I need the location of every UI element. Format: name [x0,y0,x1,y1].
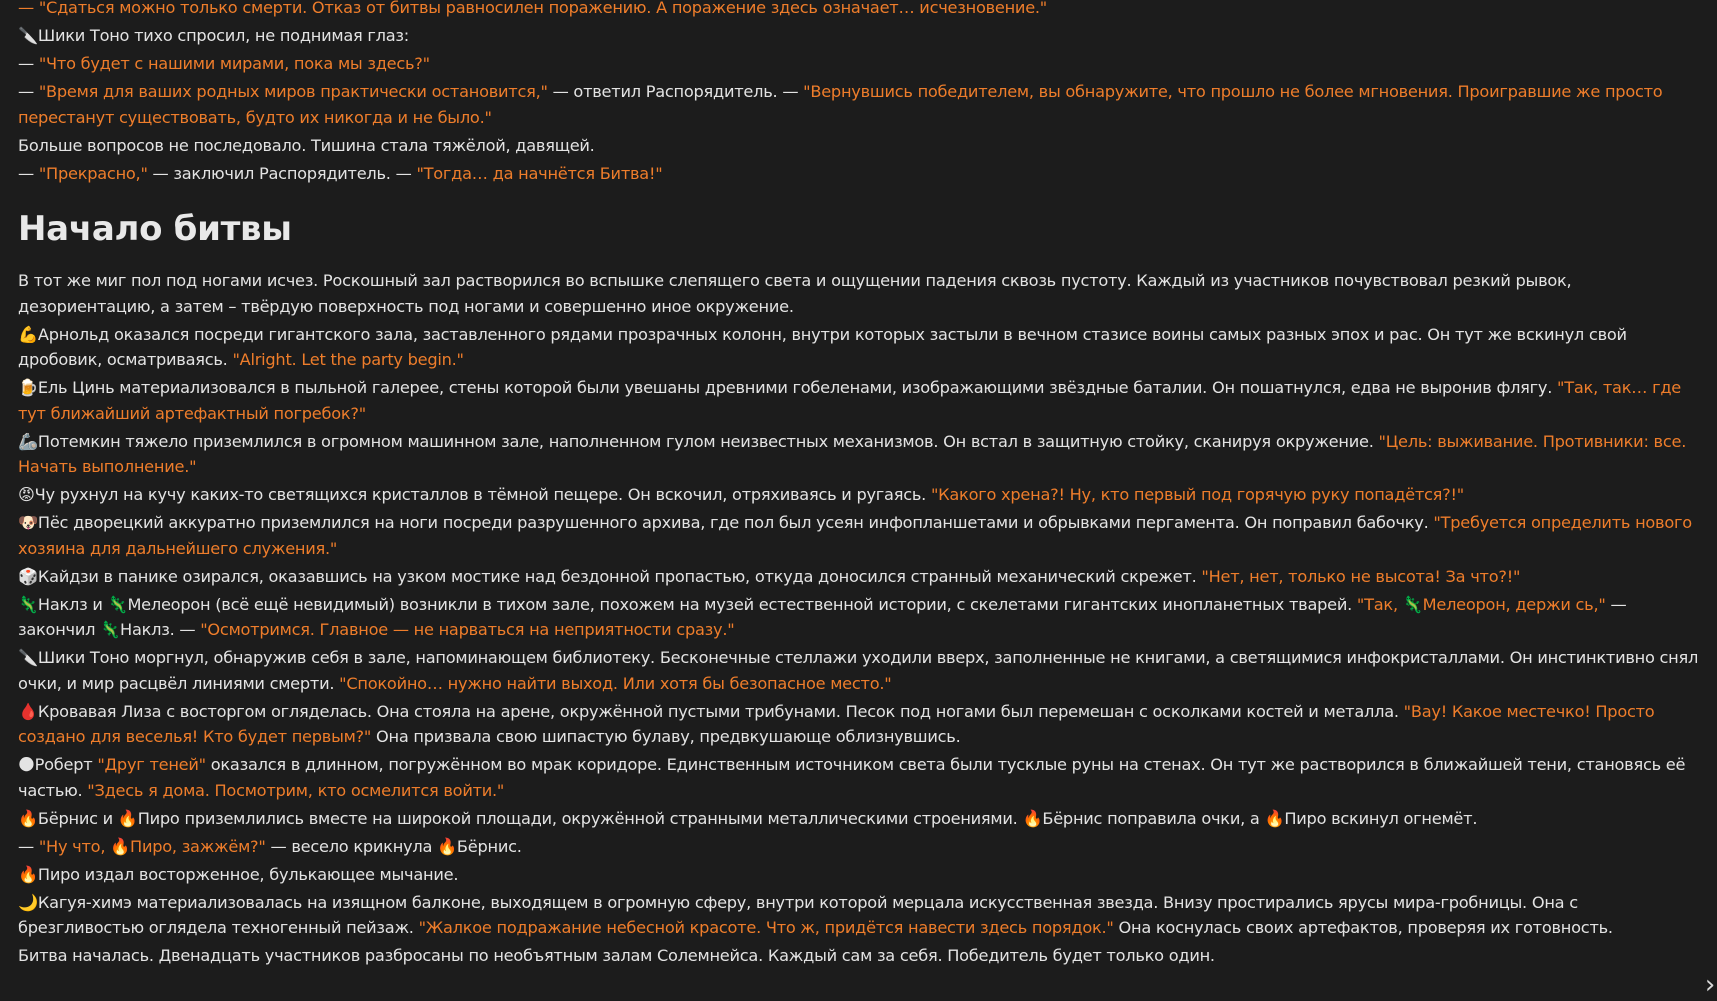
quote-text: "Осмотримся. Главное — не нарваться на неприятности сразу." [200,620,735,639]
narrative-text: — заключил Распорядитель. — [147,163,417,183]
narrative-text: Она призвала свою шипастую булаву, предвкушающе облизнувшись. [371,727,961,746]
narrative-text: 🦎Наклз и 🦎Мелеорон (всё ещё невидимый) возникли в тихом зале, похожем на музей естественной истории, с скелетами гигантских инопланетных тварей. [18,594,1357,614]
quote-text: "Требуется определить нового хозяина для дальнейшего служения." [18,513,1692,558]
paragraph [18,890,1700,941]
quote-text: "Что будет с нашими мирами, пока мы здесь?" [38,54,430,73]
quote-text: "Какого хрена?! Ну, кто первый под горячую руку попадётся?!" [930,485,1464,504]
narrative-text: — [18,54,39,73]
narrative-text: В тот же миг пол под ногами исчез. Роскошный зал растворился во вспышке слепящего света и ощущении падения сквозь пустоту. Каждый из участников почувствовал резкий рывок, дезориентацию, а затем – твёрдую поверхность под ногами и совершенно иное окружение. [18,271,1572,316]
paragraph [18,943,1700,969]
chevron-right-icon[interactable]: › [1704,970,1715,1000]
paragraph [18,699,1700,750]
narrative-text: — весело крикнула 🔥Бёрнис. [265,836,522,856]
narrative-text: Битва началась. Двенадцать участников разбросаны по необъятным залам Солемнейса. Каждый сам за себя. Победитель будет только один. [18,946,1215,965]
quote-text: "Нет, нет, только не высота! За что?!" [1201,566,1521,586]
narrative-text: оказался в длинном, погружённом во мрак коридоре. Единственным источником света были тусклые руны на стенах. Он тут же растворился в ближайшей тени, становясь её частью. [18,755,1686,800]
narrative-text: 🎲Кайдзи в панике озирался, оказавшись на узком мостике над бездонной пропастью, откуда доносился странный механический скрежет. [18,566,1202,586]
quote-text: "Вернувшись победителем, вы обнаружите, что прошло не более мгновения. Проигравшие же просто перестанут существовать, будто их никогда и не было." [18,82,1663,127]
quote-text: "Alright. Let the party begin." [232,350,464,369]
narrative-text: 🔪Шики Тоно тихо спросил, не поднимая глаз: [18,26,409,45]
narrative-text: 🦾Потемкин тяжело приземлился в огромном машинном зале, наполненном гулом неизвестных механизмов. Он встал в защитную стойку, сканируя окружение. [18,431,1379,451]
quote-text: "Время для ваших родных миров практически остановится," [38,82,548,101]
paragraph [18,592,1700,643]
paragraph [18,375,1700,426]
paragraph [18,23,1700,49]
narrative-text: 💪Арнольд оказался посреди гигантского зала, заставленного рядами прозрачных колонн, внутри которых застыли в вечном стазисе воины самых разных эпох и рас. Он тут же вскинул свой дробовик, осматриваясь. [18,324,1627,369]
quote-text: "Тогда… да начнётся Битва!" [416,163,663,183]
paragraph [18,133,1700,159]
narrative-text: 🍺Ель Цинь материализовался в пыльной галерее, стены которой были увешаны древними гобеленами, изображающими звёздные баталии. Он пошатнулся, едва не выронив флягу. [18,378,1558,397]
quote-text: "Спокойно… нужно найти выход. Или хотя бы безопасное место." [339,673,892,693]
paragraph [18,482,1700,508]
quote-text: "Вау! Какое местечко! Просто создано для веселья! Кто будет первым?" [18,701,1655,746]
quote-text: "Цель: выживание. Противники: все. Начать выполнение." [18,431,1687,476]
paragraph [18,429,1700,480]
paragraph [18,51,1700,77]
quote-text: "Ну что, 🔥Пиро, зажжём?" [38,836,266,856]
narrative-text: 🌙Кагуя-химэ материализовалась на изящном балконе, выходящем в огромную сферу, внутри которой мерцала искусственная звезда. Внизу простирались ярусы мира-гробницы. Она с брезгливостью оглядела техногенный пейзаж. [18,892,1578,937]
paragraph [18,564,1700,590]
narrative-text: 🩸Кровавая Лиза с восторгом огляделась. Она стояла на арене, окружённой пустыми трибунами. Песок под ногами был перемешан с осколками костей и металла. [18,701,1404,721]
section-heading: Начало битвы [18,209,292,249]
paragraph [18,79,1700,130]
quote-text: "Так, так… где тут ближайший артефактный погребок?" [18,378,1681,423]
paragraph [18,322,1700,373]
quote-text: "Так, 🦎Мелеорон, держи сь," [1356,594,1606,614]
story-section [18,268,1700,969]
paragraph [18,645,1700,696]
paragraph [18,862,1700,888]
narrative-text: Она коснулась своих артефактов, проверяя их готовность. [1113,918,1613,937]
quote-text: "Сдаться можно только смерти. Отказ от битвы равносилен поражению. А поражение здесь означает… исчезновение." [38,0,1048,17]
quote-text: "Прекрасно," [38,163,148,183]
narrative-text: — [18,836,39,856]
narrative-text: 🔪Шики Тоно моргнул, обнаружив себя в зале, напоминающем библиотеку. Бесконечные стеллажи уходили вверх, заполненные не книгами, а светящимися инфокристаллами. Он инстинктивно снял очки, и мир расцвёл линиями смерти. [18,648,1699,693]
paragraph [18,161,1700,187]
paragraph [18,268,1700,319]
paragraph [18,806,1700,832]
chat-message-content [18,0,1700,971]
paragraph [18,510,1700,561]
quote-text: "Друг теней" [97,755,206,774]
quote-text: "Здесь я дома. Посмотрим, кто осмелится войти." [87,780,505,800]
narrative-text: 🐶Пёс дворецкий аккуратно приземлился на ноги посреди разрушенного архива, где пол был усеян инфопланшетами и обрывками пергамента. Он поправил бабочку. [18,513,1434,532]
quote-text: — [18,0,39,17]
narrative-text: — ответил Распорядитель. — [547,82,804,101]
narrative-text: — [18,82,39,101]
paragraph [18,752,1700,803]
narrative-text: 😡Чу рухнул на кучу каких-то светящихся кристаллов в тёмной пещере. Он вскочил, отряхиваясь и ругаясь. [18,485,931,504]
paragraph [18,0,1700,21]
quote-text: "Жалкое подражание небесной красоте. Что ж, придётся навести здесь порядок." [418,918,1114,937]
paragraph [18,834,1700,860]
narrative-text: 🌑Роберт [18,755,98,774]
narrative-text: Больше вопросов не последовало. Тишина стала тяжёлой, давящей. [18,135,595,155]
intro-section [18,0,1700,186]
narrative-text: 🔥Бёрнис и 🔥Пиро приземлились вместе на широкой площади, окружённой странными металлическими строениями. 🔥Бёрнис поправила очки, а 🔥Пиро вскинул огнемёт. [18,808,1478,828]
narrative-text: — закончил 🦎Наклз. — [18,594,1627,639]
narrative-text: — [18,163,39,183]
narrative-text: 🔥Пиро издал восторженное, булькающее мычание. [18,864,459,884]
